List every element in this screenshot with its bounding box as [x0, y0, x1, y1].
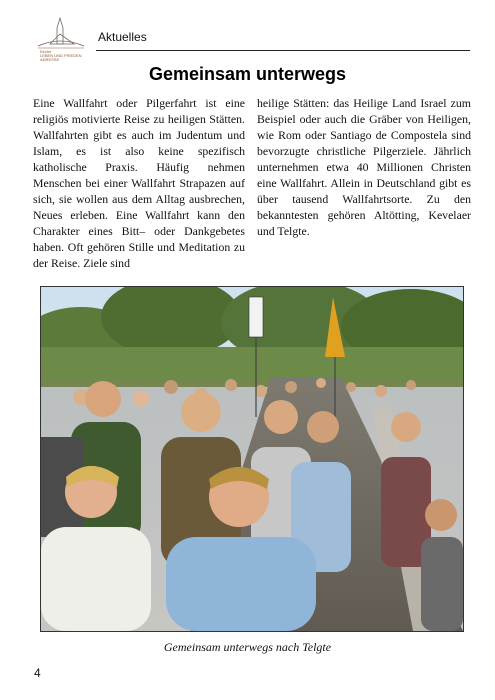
page-number: 4 — [34, 666, 41, 680]
logo-line-3: ADRESSE — [40, 57, 60, 62]
photo-caption: Gemeinsam unterwegs nach Telgte — [163, 640, 332, 654]
logo-line-1: Kirche — [40, 49, 52, 54]
header-divider — [96, 50, 470, 51]
logo-line-2: LEBEN UND FRIEDEN — [40, 53, 82, 58]
church-logo — [30, 14, 92, 64]
article-column-right: heilige Stätten: das Heilige Land Israel zum Beispiel oder auch die Gräber von Heiligen, wie Rom oder Santiago de Compostela sind bevorzugte christliche Pilgerziele. Jährlich unternehmen etwa 40 Millionen Christen eine Wallfahrt. Allein in Deutschland gibt es über tausend Wallfahrtsorte. Zu den bekanntesten gehören Altötting, Kevelaer und Telgte. — [257, 96, 471, 238]
article-title: Gemeinsam unterwegs — [148, 64, 347, 84]
section-label: Aktuelles — [98, 30, 147, 44]
article-column-left: Eine Wallfahrt oder Pilgerfahrt ist eine religiös motivierte Reise zu heiligen Stätten. Wallfahrten gibt es auch im Judentum und Islam, es ist also keine spezifisch katholische Praxis. Häufig nehmen Menschen bei einer Wallfahrt Strapazen auf sich, sie wollen aus dem Alltag ausbrechen, Neues erleben. Eine Wallfahrt kann den Charakter eines Bitt– oder Dankgebetes haben. Oft gehören Stille und Meditation zu der Reise. Ziele sind — [33, 96, 245, 270]
pilgrimage-crowd-photo — [40, 286, 464, 632]
